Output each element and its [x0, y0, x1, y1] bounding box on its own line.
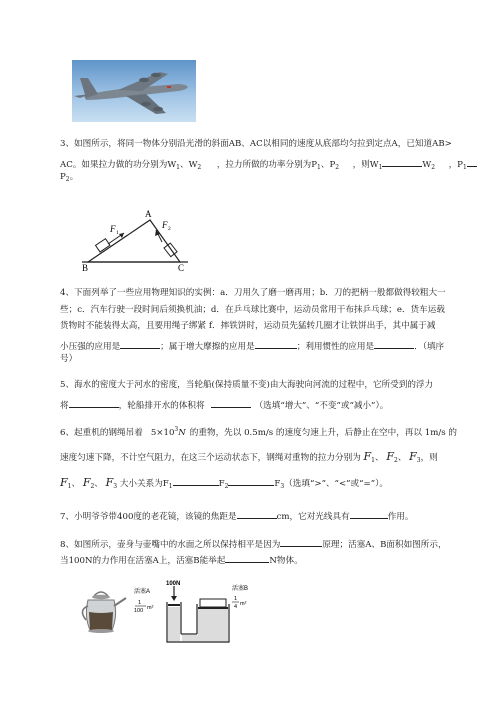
q7-text-b: cm，它对光线具有	[276, 512, 350, 522]
w1-sub: 1	[176, 164, 180, 171]
q6-sep-1: 、	[375, 453, 384, 463]
q8-text-c: 当100N的力作用在活塞A上，活塞B能举起	[60, 556, 226, 566]
airplane-photo	[72, 60, 196, 122]
q6-f1-sub: 1	[371, 457, 375, 464]
q7-text-a: 7、小明爷爷带400度的老花镜，该镜的焦距是	[60, 512, 237, 522]
q4-line3: 货物时不能装得太高，且要用绳子绑紧 f．摔铁饼时，运动员先猛转几圈才让铁饼出手，其中属于减	[60, 321, 436, 331]
q4-text-a: 小压强的应用是	[60, 342, 121, 352]
area-b-den: 4	[234, 604, 238, 610]
q8-line1	[60, 537, 447, 550]
q5-text-b: ，轮船排开水的体积将	[118, 401, 205, 411]
q4-text-c: ；利用惯性的应用是	[296, 342, 375, 352]
q6-unit: N	[178, 428, 186, 438]
q6-line1	[60, 427, 457, 438]
q6-rel-f2-sub: 2	[224, 483, 229, 490]
w2-sub: 2	[197, 164, 202, 171]
area-a-den: 100	[134, 608, 144, 614]
q8-text-d: N物体。	[269, 556, 303, 566]
incline-figure	[78, 208, 198, 274]
q3-text-a: AC。如果拉力做的功分别为W	[60, 160, 177, 170]
q6-f2: F	[386, 450, 394, 463]
answer-blank-inertia[interactable]	[374, 339, 414, 349]
q6-exp: 3	[174, 426, 179, 433]
q5-text-a: 将	[60, 401, 69, 411]
q6-value: 5×10	[150, 428, 175, 438]
q3-text-f: W	[422, 160, 432, 170]
area-b-num: 1	[234, 596, 238, 602]
q4-text-d: ．（填序	[414, 342, 445, 352]
label-f2: F	[162, 220, 168, 230]
answer-blank-lift[interactable]	[225, 553, 269, 563]
q7-text-c: 作用。	[387, 512, 414, 522]
incline-diagram	[78, 208, 198, 274]
answer-blank-f2f3[interactable]	[228, 476, 274, 486]
teapot-figure	[74, 586, 130, 638]
q6-text-b: 的重物，先以 0.5m/s 的速度匀速上升，后静止在空中，再以 1m/s 的	[189, 428, 458, 438]
q6-text-a: 6、起重机的钢绳吊着	[60, 428, 143, 438]
q6-text-e: 大小关系为F	[119, 479, 169, 489]
p2-sub: 2	[335, 164, 340, 171]
label-f1: F	[110, 224, 116, 234]
p1-sub: 1	[317, 164, 321, 171]
hydraulic-diagram	[130, 578, 254, 648]
q6-f3: F	[409, 450, 417, 463]
q6-f2-b-sub: 2	[90, 483, 95, 490]
q3-text-g: ，P	[448, 160, 463, 170]
answer-blank-friction[interactable]	[255, 339, 297, 349]
q5-line2	[60, 398, 388, 411]
q3-text-b: 、W	[179, 160, 198, 170]
q3-line2	[60, 157, 477, 171]
force-label: 100N	[166, 581, 181, 587]
q3-line1: 3、如图所示，将同一物体分别沿光滑的斜面AB、AC以相同的速度从底部均匀拉到定点A，已知道AB>	[60, 139, 452, 149]
q8-text-b: 原理；活塞A、B面积如图所示，	[322, 540, 447, 550]
q6-f1: F	[363, 450, 372, 463]
answer-blank-volume[interactable]	[211, 398, 251, 408]
p1-sub-2: 1	[462, 164, 467, 171]
area-b-unit: m²	[240, 601, 247, 607]
q3-line3	[60, 173, 78, 183]
q6-f3-b-sub: 3	[113, 483, 118, 490]
hydraulic-figure	[130, 578, 254, 648]
q3-text-c: ，拉力所做的功率分别为P	[216, 160, 318, 170]
w1-sub-2: 1	[378, 164, 383, 171]
piston-a-label: 活塞A	[134, 589, 151, 595]
q3-text-e: ，则W	[352, 160, 379, 170]
answer-blank-focal[interactable]	[237, 509, 277, 519]
q6-f3-sub: 3	[416, 457, 421, 464]
area-a-unit: m²	[147, 605, 154, 611]
q4-text-b: ；属于增大摩擦的应用是	[160, 342, 255, 352]
q3-p2-sub: 2	[65, 176, 70, 183]
q6-rel-f3-sub: 3	[280, 483, 285, 490]
label-b: B	[82, 263, 89, 273]
q5-text-c: （选填“增大”、“不变”或“减小”）。	[254, 401, 389, 411]
area-a-num: 1	[138, 600, 142, 606]
piston-b-label: 活塞B	[232, 586, 249, 592]
q6-line3	[60, 476, 388, 490]
airplane-image	[72, 60, 196, 122]
q4-line1: 4、下面列举了一些应用物理知识的实例：a．刀用久了磨一磨再用；b．刀的把柄一般都做得较粗大一	[60, 288, 446, 298]
label-f1-sub: 1	[116, 230, 119, 236]
q6-f2-b: F	[82, 476, 91, 489]
q5-line1: 5、海水的密度大于河水的密度，当轮船(保持质量不变)由大海驶向河流的过程中，它所受到的浮力	[60, 380, 434, 390]
q6-text-h: （选填“>”、“<”或“=”）。	[284, 479, 389, 489]
teapot-image	[74, 586, 130, 638]
answer-blank-buoyancy[interactable]	[69, 398, 119, 408]
q6-f2-sub: 2	[393, 457, 398, 464]
q6-sep-3: 、	[71, 479, 81, 489]
answer-blank-principle[interactable]	[280, 537, 322, 547]
q8-text-a: 8、如图所示，壶身与壶嘴中的水面之所以保持相平是因为	[60, 540, 281, 550]
q7-line1	[60, 509, 413, 522]
q6-text-c: 速度匀速下降，不计空气阻力，在这三个运动状态下，钢绳对重物的拉力分别为	[60, 453, 361, 463]
q6-rel-f1-sub: 1	[168, 483, 173, 490]
label-c: C	[178, 263, 185, 273]
answer-blank-pressure[interactable]	[120, 339, 160, 349]
q6-f3-b: F	[105, 476, 114, 489]
q3-p2-symbol: P	[60, 172, 66, 182]
q6-line2	[60, 451, 438, 464]
q6-f1-b: F	[60, 476, 68, 489]
q6-f1-b-sub: 1	[67, 483, 72, 490]
q4-line4	[60, 339, 444, 352]
label-a: A	[145, 209, 152, 219]
answer-blank-f1f2[interactable]	[173, 476, 219, 486]
q6-text-f: F	[218, 479, 225, 489]
q3-period: 。	[69, 172, 79, 182]
q6-sep-2: 、	[397, 453, 407, 463]
q3-text-d: 、P	[320, 160, 336, 170]
w2-sub-2: 2	[431, 164, 436, 171]
label-f2-sub: 2	[168, 226, 171, 232]
q8-line2	[60, 553, 303, 566]
q6-text-g: F	[274, 479, 281, 489]
q4-line2: 些；c．汽车行驶一段时间后须换机油；d．在乒乓球比赛中，运动员常用干布抹乒乓球；e．货车运载	[60, 305, 445, 315]
q6-text-d: ，则	[420, 453, 438, 463]
answer-blank-p[interactable]	[467, 157, 477, 167]
q6-sep-4: 、	[94, 479, 103, 489]
answer-blank-effect[interactable]	[350, 509, 388, 519]
answer-blank-w[interactable]	[382, 157, 422, 167]
q4-line5: 号）	[60, 354, 78, 364]
